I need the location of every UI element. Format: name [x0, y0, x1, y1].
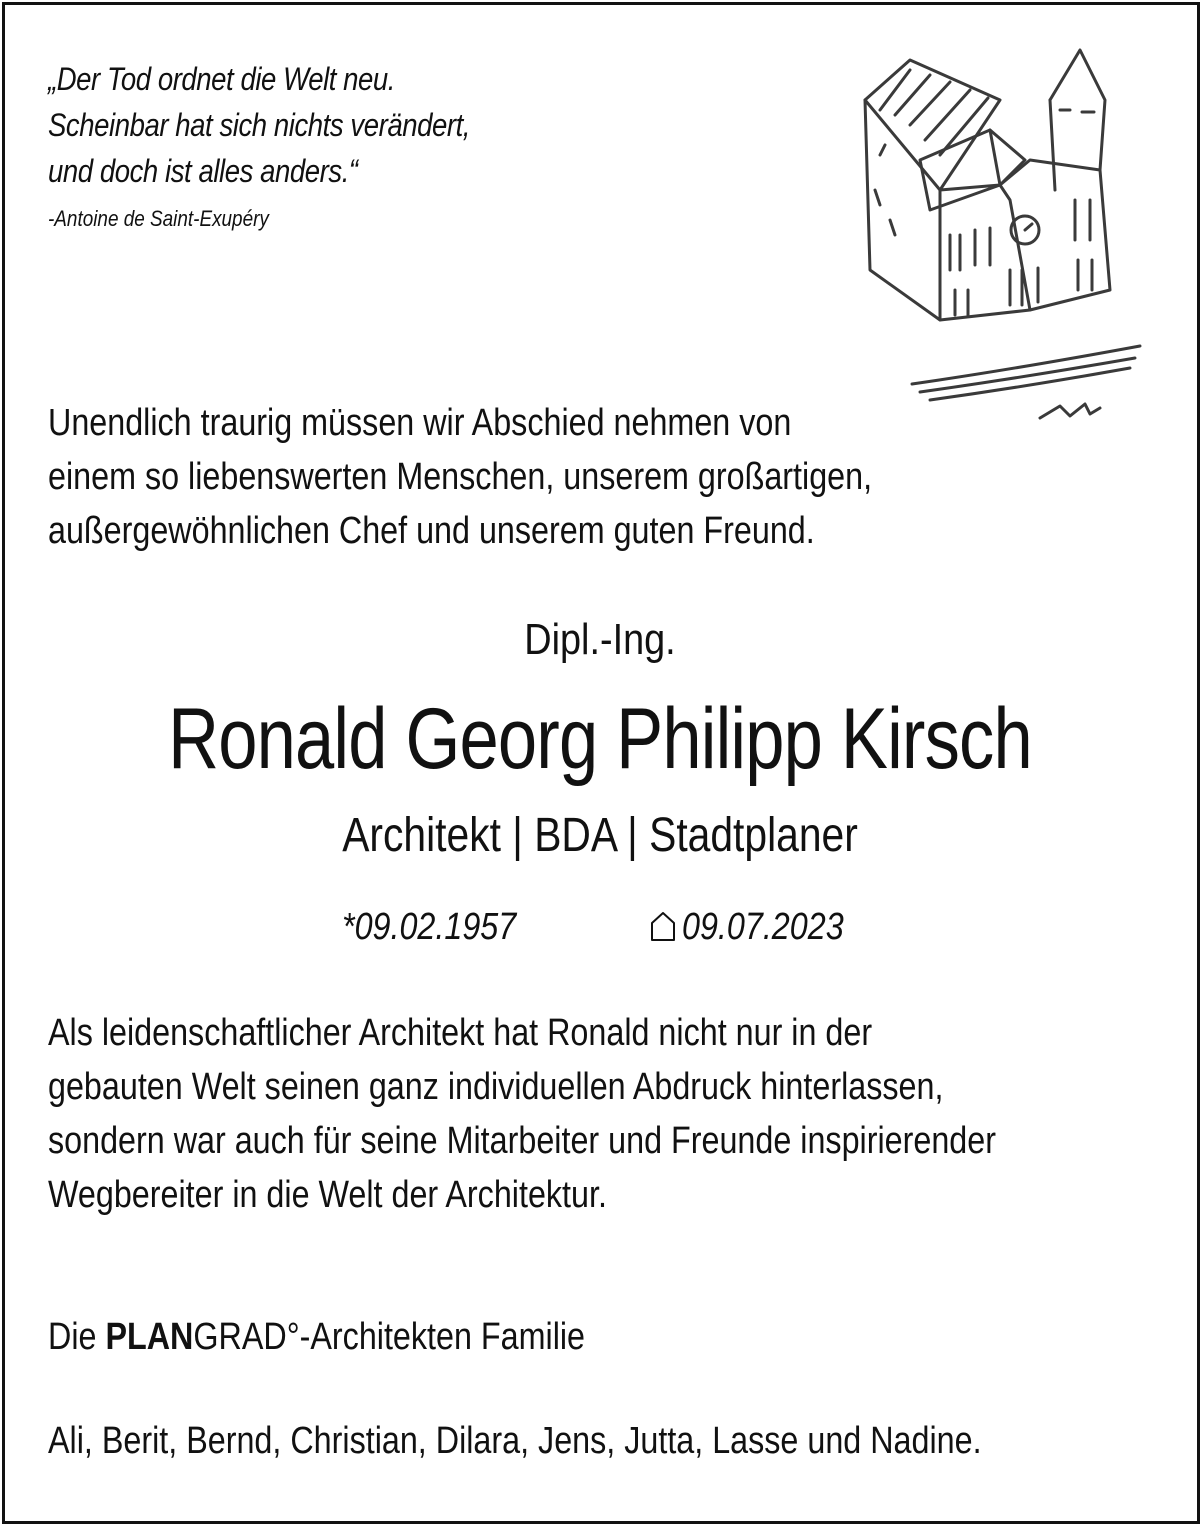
academic-title: Dipl.-Ing. — [524, 615, 676, 664]
intro-line-3: außergewöhnlichen Chef und unserem guten Freund. — [48, 510, 815, 552]
tribute-line-1: Als leidenschaftlicher Architekt hat Ronald nicht nur in der — [48, 1012, 873, 1054]
signature — [48, 1316, 585, 1359]
profession: Architekt | BDA | Stadtplaner — [342, 809, 858, 862]
signature-prefix: Die — [48, 1316, 106, 1358]
tribute-text — [48, 1006, 996, 1222]
tribute-line-2: gebauten Welt seinen ganz individuellen Abdruck hinterlassen, — [48, 1066, 944, 1108]
cathedral-sketch-icon — [850, 40, 1150, 430]
team-names: Ali, Berit, Bernd, Christian, Dilara, Jens, Jutta, Lasse und Nadine. — [48, 1420, 982, 1462]
quote-author: -Antoine de Saint-Exupéry — [48, 206, 269, 231]
tribute-line-4: Wegbereiter in die Welt der Architektur. — [48, 1174, 607, 1216]
quote-line-2: Scheinbar hat sich nichts verändert, — [48, 107, 471, 143]
signature-suffix: -Architekten Familie — [299, 1316, 586, 1358]
quote — [48, 56, 470, 194]
brand-regular: GRAD° — [193, 1316, 300, 1358]
birth-date: *09.02.1957 — [342, 906, 517, 948]
intro-text — [48, 396, 872, 558]
quote-line-3: und doch ist alles anders.“ — [48, 153, 358, 189]
tribute-line-3: sondern war auch für seine Mitarbeiter und Freunde inspirierender — [48, 1120, 996, 1162]
quote-line-1: „Der Tod ordnet die Welt neu. — [48, 61, 396, 97]
intro-line-1: Unendlich traurig müssen wir Abschied nehmen von — [48, 402, 792, 444]
brand-bold: PLAN — [105, 1316, 194, 1358]
intro-line-2: einem so liebenswerten Menschen, unserem großartigen, — [48, 456, 873, 498]
house-outline-icon — [650, 911, 676, 941]
death-date: 09.07.2023 — [682, 906, 844, 948]
death-date-group — [650, 906, 872, 949]
deceased-name: Ronald Georg Philipp Kirsch — [168, 691, 1032, 787]
